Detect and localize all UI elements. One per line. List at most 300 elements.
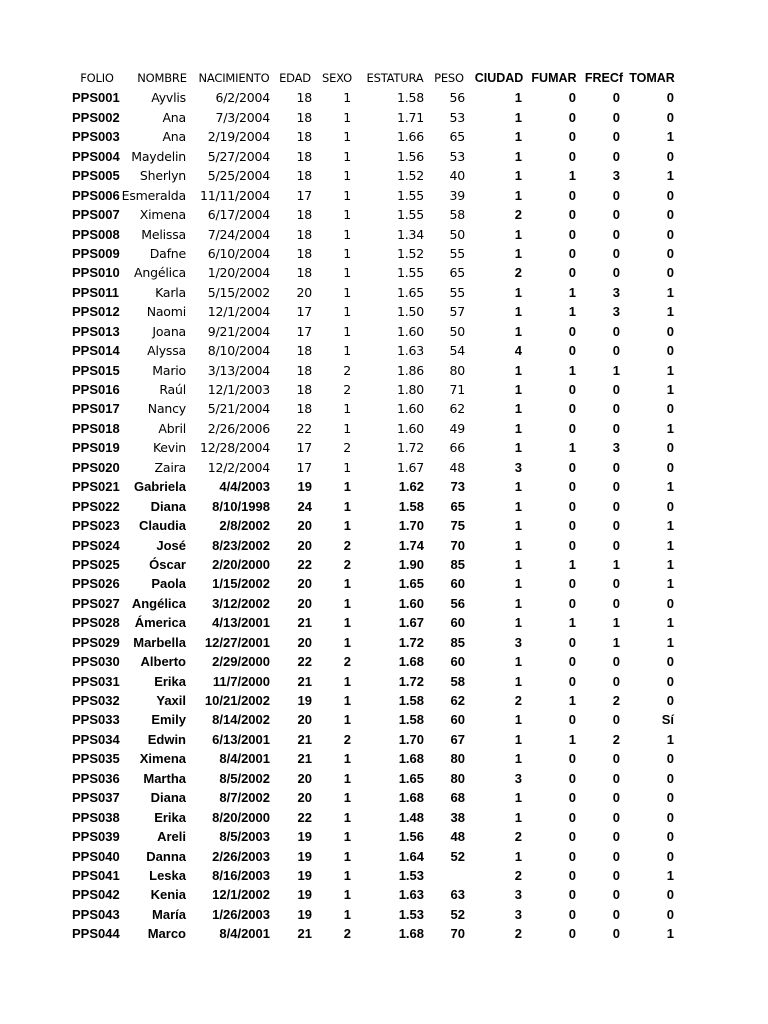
cell-tomar: 0 [666,323,674,339]
cell-nombre: Sherlyn [139,168,186,184]
cell-ciudad: 1 [514,304,522,320]
cell-frec: 1 [612,634,620,650]
cell-ciudad: 3 [514,770,522,786]
cell-fumar: 0 [568,129,576,145]
cell-nombre: Melissa [141,226,186,242]
cell-peso: 65 [449,129,465,145]
cell-peso: 80 [450,751,465,767]
table-row [0,166,768,185]
cell-tomar: 0 [666,829,674,845]
cell-folio: PPS018 [72,420,120,436]
cell-folio: PPS017 [72,401,120,417]
cell-folio: PPS041 [72,867,120,883]
cell-tomar: 0 [666,245,674,261]
cell-edad: 17 [296,440,312,456]
cell-fumar: 0 [568,595,576,611]
cell-sexo: 1 [343,887,351,903]
cell-ciudad: 1 [514,809,522,825]
cell-fumar: 0 [568,187,576,203]
cell-estatura: 1.72 [396,440,424,456]
cell-frec: 1 [612,615,620,631]
cell-ciudad: 1 [514,401,522,417]
cell-nacimiento: 12/1/2002 [212,887,270,903]
cell-edad: 18 [296,401,312,417]
cell-nacimiento: 11/7/2000 [212,673,270,689]
cell-frec: 0 [612,576,620,592]
cell-fumar: 0 [568,848,576,864]
cell-tomar: 0 [666,693,674,708]
cell-estatura: 1.60 [396,401,424,417]
cell-ciudad: 1 [514,712,522,728]
cell-peso: 38 [450,809,465,825]
cell-nacimiento: 2/8/2002 [219,518,270,534]
cell-nacimiento: 3/12/2002 [212,595,270,611]
cell-frec: 0 [612,498,620,514]
table-body [0,88,768,943]
cell-sexo: 1 [343,498,351,514]
header-sexo: SEXO [322,71,352,85]
header-folio: FOLIO [80,71,114,85]
cell-folio: PPS023 [72,518,120,534]
cell-folio: PPS028 [72,615,120,631]
cell-nombre: Gabriela [133,479,186,495]
cell-frec: 0 [612,245,620,261]
cell-sexo: 1 [343,284,351,300]
cell-tomar: 1 [666,556,674,572]
cell-ciudad: 1 [514,168,522,184]
cell-nacimiento: 8/16/2003 [212,867,270,883]
cell-nombre: Martha [143,770,186,786]
cell-edad: 20 [297,595,312,611]
cell-sexo: 2 [343,440,351,456]
cell-folio: PPS035 [72,751,120,767]
cell-estatura: 1.58 [396,90,424,106]
cell-sexo: 1 [343,420,351,436]
table-header-row [0,69,768,88]
cell-nombre: Paola [151,576,186,592]
cell-peso: 52 [450,848,465,864]
table-row [0,924,768,943]
cell-nacimiento: 8/23/2002 [212,537,270,553]
cell-nombre: Karla [155,284,186,300]
cell-ciudad: 1 [514,848,522,864]
cell-nombre: Areli [157,829,186,845]
cell-edad: 20 [297,790,312,806]
cell-nombre: Ximena [139,751,186,767]
cell-fumar: 0 [568,148,576,164]
cell-sexo: 1 [343,518,351,534]
cell-fumar: 0 [568,770,576,786]
cell-edad: 18 [296,382,312,397]
cell-estatura: 1.52 [396,245,424,261]
cell-nombre: Erika [154,809,186,825]
header-nombre: NOMBRE [137,71,187,85]
cell-folio: PPS020 [72,459,120,475]
cell-estatura: 1.55 [396,207,424,223]
cell-tomar: 1 [666,420,674,436]
cell-ciudad: 1 [514,187,522,203]
cell-ciudad: 1 [514,673,522,689]
cell-nombre: Ana [162,109,186,125]
cell-fumar: 1 [568,731,576,747]
cell-sexo: 1 [343,673,351,689]
cell-nacimiento: 8/20/2000 [212,809,270,825]
header-ciudad: CIUDAD [474,71,524,85]
cell-edad: 20 [297,634,312,650]
cell-estatura: 1.52 [396,168,424,184]
cell-sexo: 1 [343,168,351,184]
cell-frec: 2 [612,731,620,747]
cell-ciudad: 1 [514,90,522,106]
cell-peso: 75 [450,518,465,534]
cell-ciudad: 3 [514,887,522,903]
table-row [0,225,768,244]
cell-edad: 24 [297,498,312,514]
cell-folio: PPS014 [72,343,120,359]
cell-fumar: 0 [568,906,576,922]
cell-frec: 0 [612,401,620,417]
cell-frec: 0 [612,712,620,728]
cell-sexo: 1 [343,848,351,864]
cell-peso: 56 [450,595,465,611]
cell-peso [428,866,465,885]
cell-sexo: 2 [343,382,351,397]
cell-peso: 62 [450,693,465,708]
cell-nombre: Kevin [152,440,186,456]
cell-edad: 22 [297,809,312,825]
cell-peso: 71 [449,382,465,397]
cell-peso: 50 [449,226,465,242]
cell-estatura: 1.60 [398,595,424,611]
cell-sexo: 2 [343,926,351,942]
cell-nacimiento: 2/26/2006 [207,420,270,436]
cell-nacimiento: 8/5/2002 [219,770,270,786]
cell-nacimiento: 6/2/2004 [215,90,270,106]
cell-nacimiento: 6/10/2004 [207,245,270,261]
cell-edad: 17 [296,187,312,203]
cell-nombre: Angélica [131,595,186,611]
cell-fumar: 0 [568,479,576,495]
cell-sexo: 1 [343,906,351,922]
cell-ciudad: 1 [514,382,522,397]
cell-nacimiento: 9/21/2004 [207,323,270,339]
cell-folio: PPS003 [72,129,120,145]
cell-sexo: 2 [343,362,351,378]
cell-edad: 19 [297,867,312,883]
cell-nacimiento: 5/21/2004 [207,401,270,417]
cell-folio: PPS021 [72,479,120,495]
cell-peso: 53 [449,148,465,164]
cell-sexo: 1 [343,693,351,708]
cell-estatura: 1.68 [398,926,424,942]
cell-fumar: 0 [568,518,576,534]
table-row [0,438,768,457]
cell-nacimiento: 4/4/2003 [219,479,270,495]
cell-estatura: 1.67 [396,459,424,475]
table-row [0,613,768,632]
cell-ciudad: 1 [514,245,522,261]
cell-edad: 20 [297,712,312,728]
cell-estatura: 1.80 [396,382,424,397]
cell-peso: 80 [449,362,465,378]
cell-estatura: 1.55 [396,187,424,203]
cell-folio: PPS016 [72,382,120,397]
cell-edad: 22 [297,654,312,670]
cell-sexo: 1 [343,576,351,592]
cell-estatura: 1.63 [398,887,424,903]
cell-fumar: 0 [568,382,576,397]
cell-ciudad: 3 [514,906,522,922]
cell-ciudad: 2 [514,926,522,942]
cell-nacimiento: 1/20/2004 [207,265,270,281]
cell-ciudad: 2 [514,829,522,845]
cell-frec: 3 [612,168,620,184]
table-row [0,205,768,224]
cell-estatura: 1.68 [398,654,424,670]
cell-folio: PPS024 [72,537,120,553]
cell-fumar: 0 [568,245,576,261]
cell-frec: 0 [612,265,620,281]
cell-tomar: 0 [666,809,674,825]
cell-tomar: 1 [666,284,674,300]
cell-nacimiento: 10/21/2002 [204,693,270,708]
cell-nombre: Diana [150,790,186,806]
cell-nacimiento: 7/3/2004 [215,109,270,125]
cell-edad: 21 [297,673,312,689]
cell-tomar: 0 [666,265,674,281]
cell-fumar: 0 [568,790,576,806]
cell-estatura: 1.56 [396,148,424,164]
cell-tomar: 0 [666,343,674,359]
cell-nombre: Mario [152,362,186,378]
cell-folio: PPS033 [72,712,120,728]
cell-tomar: 0 [666,751,674,767]
cell-peso: 49 [449,420,465,436]
cell-folio: PPS009 [72,245,120,261]
cell-sexo: 1 [343,634,351,650]
cell-tomar: 0 [666,148,674,164]
cell-nombre: María [152,906,186,922]
cell-peso: 53 [449,109,465,125]
cell-edad: 19 [297,887,312,903]
cell-ciudad: 1 [514,595,522,611]
cell-frec: 1 [612,556,620,572]
cell-peso: 60 [450,615,465,631]
table-row [0,380,768,399]
cell-sexo: 1 [343,187,351,203]
cell-peso: 58 [450,673,465,689]
cell-ciudad: 1 [514,323,522,339]
cell-ciudad: 1 [514,362,522,378]
table-row [0,574,768,593]
header-edad: EDAD [279,71,311,85]
cell-nombre: Ana [162,129,186,145]
cell-fumar: 0 [568,420,576,436]
cell-tomar: 0 [666,440,674,456]
cell-fumar: 0 [568,809,576,825]
cell-fumar: 1 [568,693,576,708]
cell-fumar: 0 [568,343,576,359]
cell-nacimiento: 8/10/1998 [212,498,270,514]
cell-nacimiento: 11/11/2004 [199,187,270,203]
cell-fumar: 0 [568,323,576,339]
cell-frec: 0 [612,420,620,436]
cell-ciudad: 1 [514,226,522,242]
table-row [0,710,768,729]
cell-estatura: 1.63 [396,343,424,359]
cell-edad: 20 [297,537,312,553]
cell-nacimiento: 12/28/2004 [199,440,270,456]
cell-edad: 19 [297,906,312,922]
cell-nombre: Naomi [146,304,186,320]
cell-estatura: 1.53 [398,906,424,922]
cell-frec: 0 [612,343,620,359]
cell-estatura: 1.53 [398,867,424,883]
cell-fumar: 1 [568,304,576,320]
table-row [0,555,768,574]
cell-estatura: 1.68 [398,751,424,767]
cell-nacimiento: 5/25/2004 [207,168,270,184]
table-row [0,244,768,263]
cell-nacimiento: 8/5/2003 [219,829,270,845]
cell-nacimiento: 7/24/2004 [207,226,270,242]
cell-edad: 19 [297,848,312,864]
cell-tomar: 0 [666,401,674,417]
cell-nacimiento: 3/13/2004 [207,362,270,378]
cell-sexo: 1 [343,109,351,125]
cell-edad: 20 [296,284,312,300]
cell-peso: 85 [450,556,465,572]
cell-ciudad: 1 [514,790,522,806]
cell-nombre: Esmeralda [121,187,186,203]
cell-sexo: 1 [343,245,351,261]
cell-edad: 18 [296,226,312,242]
cell-nombre: Erika [154,673,186,689]
cell-tomar: 0 [666,848,674,864]
cell-tomar: 1 [666,479,674,495]
cell-fumar: 0 [568,887,576,903]
table-row [0,866,768,885]
table-row [0,769,768,788]
cell-tomar: 1 [666,615,674,631]
cell-nacimiento: 2/26/2003 [212,848,270,864]
cell-sexo: 1 [343,343,351,359]
cell-edad: 19 [297,829,312,845]
cell-ciudad: 2 [514,265,522,281]
cell-frec: 0 [612,906,620,922]
cell-estatura: 1.50 [396,304,424,320]
cell-tomar: 0 [666,109,674,125]
cell-ciudad: 1 [514,731,522,747]
cell-peso: 48 [449,459,465,475]
cell-folio: PPS013 [72,323,120,339]
cell-frec: 0 [612,459,620,475]
cell-folio: PPS001 [72,90,120,106]
cell-nombre: Marco [147,926,186,942]
cell-tomar: 0 [666,790,674,806]
cell-nacimiento: 6/17/2004 [207,207,270,223]
cell-estatura: 1.62 [398,479,424,495]
cell-peso: 70 [450,537,465,553]
table-row [0,88,768,107]
cell-sexo: 1 [343,148,351,164]
table-row [0,516,768,535]
cell-sexo: 1 [343,615,351,631]
cell-edad: 18 [296,265,312,281]
cell-sexo: 1 [343,401,351,417]
cell-tomar: Sí [661,712,674,728]
cell-fumar: 0 [568,829,576,845]
cell-peso: 56 [449,90,465,106]
cell-ciudad: 2 [514,693,522,708]
cell-tomar: 1 [666,867,674,883]
cell-folio: PPS002 [72,109,120,125]
cell-edad: 20 [297,576,312,592]
cell-nombre: Raúl [159,382,186,397]
cell-fumar: 0 [568,459,576,475]
cell-nombre: Abril [158,420,186,436]
cell-frec: 0 [612,848,620,864]
cell-sexo: 1 [343,90,351,106]
cell-peso: 39 [449,187,465,203]
cell-sexo: 1 [343,770,351,786]
cell-sexo: 1 [343,479,351,495]
cell-fumar: 0 [568,498,576,514]
cell-sexo: 1 [343,129,351,145]
cell-peso: 57 [449,304,465,320]
cell-folio: PPS005 [72,168,120,184]
cell-ciudad: 1 [514,556,522,572]
cell-frec: 0 [612,770,620,786]
cell-nacimiento: 12/27/2001 [204,634,270,650]
cell-frec: 0 [612,829,620,845]
cell-edad: 21 [297,926,312,942]
cell-nombre: Emily [151,712,186,728]
cell-fumar: 0 [568,576,576,592]
cell-tomar: 1 [666,926,674,942]
cell-peso: 50 [449,323,465,339]
cell-tomar: 0 [666,595,674,611]
cell-nombre: José [156,537,186,553]
cell-estatura: 1.72 [398,634,424,650]
table-row [0,186,768,205]
cell-ciudad: 1 [514,284,522,300]
header-estatura: ESTATURA [366,71,424,85]
cell-estatura: 1.70 [398,518,424,534]
cell-frec: 0 [612,129,620,145]
cell-estatura: 1.56 [398,829,424,845]
cell-frec: 0 [612,537,620,553]
cell-folio: PPS040 [72,848,120,864]
cell-edad: 18 [296,362,312,378]
cell-nombre: Ayvlis [151,90,186,106]
cell-edad: 20 [297,770,312,786]
cell-nacimiento: 12/1/2003 [207,382,270,397]
cell-peso: 65 [450,498,465,514]
cell-estatura: 1.71 [396,109,424,125]
cell-estatura: 1.72 [398,673,424,689]
cell-nombre: Kenia [150,887,186,903]
cell-ciudad: 1 [514,440,522,456]
cell-folio: PPS044 [72,926,120,942]
cell-fumar: 0 [568,751,576,767]
cell-peso: 58 [449,207,465,223]
cell-folio: PPS004 [72,148,120,164]
cell-folio: PPS019 [72,440,120,456]
cell-nombre: Nancy [147,401,186,417]
cell-edad: 19 [297,693,312,708]
table-row [0,536,768,555]
